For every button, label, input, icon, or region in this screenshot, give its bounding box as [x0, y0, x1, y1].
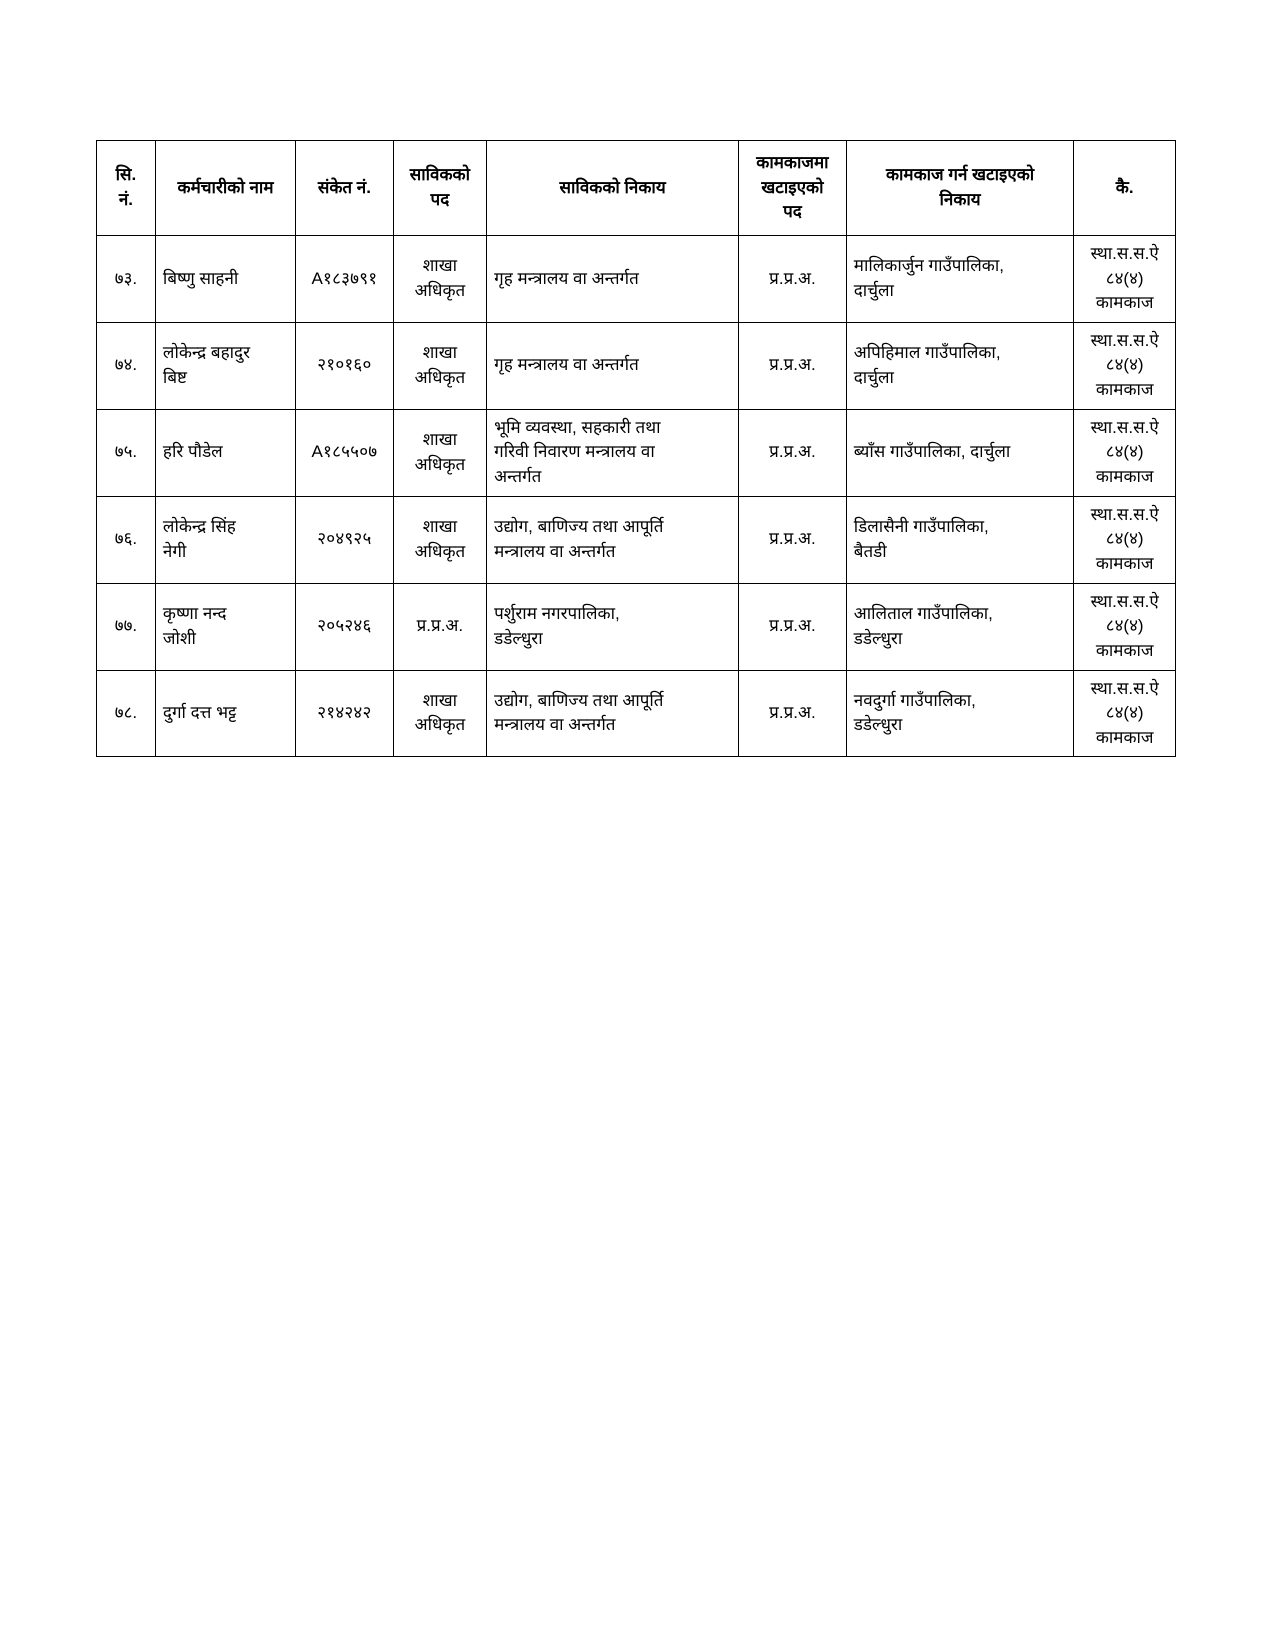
cell-line: ८४(४): [1105, 703, 1144, 723]
column-header-previous-post: [393, 141, 486, 236]
cell-deputed-post: प्र.प्र.अ.: [739, 670, 847, 757]
cell-line: डडेल्धुरा: [853, 715, 903, 735]
cell-line: प्र.प्र.अ.: [416, 616, 464, 636]
cell-deputed-post: प्र.प्र.अ.: [739, 322, 847, 409]
cell-line: स्था.स.स.ऐ: [1090, 591, 1159, 611]
cell-line: अपिहिमाल गाउँपालिका,: [853, 343, 1001, 363]
cell-previous-post: [393, 496, 486, 583]
cell-line: नवदुर्गा गाउँपालिका,: [853, 690, 976, 710]
cell-employee-name: [155, 496, 295, 583]
cell-line: डडेल्धुरा: [853, 628, 903, 648]
cell-line: दार्चुला: [853, 280, 894, 300]
cell-line: स्था.स.स.ऐ: [1090, 417, 1159, 437]
cell-line: मन्त्रालय वा अन्तर्गत: [494, 541, 616, 561]
header-line: कामकाजमा: [756, 153, 829, 172]
cell-serial: ७६.: [97, 496, 156, 583]
cell-previous-post: [393, 670, 486, 757]
cell-line: बिष्ट: [162, 367, 187, 387]
column-header-remarks: [1074, 141, 1176, 236]
header-line: पद: [430, 189, 450, 209]
cell-line: अन्तर्गत: [494, 467, 542, 487]
cell-code-number: २०५२४६: [296, 583, 394, 670]
cell-remarks: [1074, 409, 1176, 496]
cell-employee-name: [155, 322, 295, 409]
cell-line: अधिकृत: [414, 367, 466, 387]
cell-line: ८४(४): [1105, 442, 1144, 462]
cell-previous-office: [487, 409, 739, 496]
column-header-deputed-office: [846, 141, 1074, 236]
header-line: साविकको: [409, 165, 471, 185]
cell-line: दार्चुला: [853, 367, 894, 387]
table-row: [97, 670, 1176, 757]
cell-previous-office: [487, 670, 739, 757]
cell-line: कामकाज: [1095, 293, 1154, 313]
cell-line: मालिकार्जुन गाउँपालिका,: [853, 256, 1004, 276]
cell-line: आलिताल गाउँपालिका,: [853, 603, 993, 623]
cell-line: मन्त्रालय वा अन्तर्गत: [494, 715, 616, 735]
cell-line: बैतडी: [853, 541, 887, 561]
header-line: साविकको निकाय: [559, 177, 666, 197]
cell-employee-name: [155, 409, 295, 496]
cell-line: डडेल्धुरा: [494, 628, 543, 648]
cell-remarks: [1074, 235, 1176, 322]
cell-line: डिलासैनी गाउँपालिका,: [853, 517, 989, 536]
cell-previous-post: [393, 409, 486, 496]
cell-code-number: A१८५५०७: [296, 409, 394, 496]
cell-employee-name: [155, 670, 295, 757]
cell-line: कामकाज: [1095, 727, 1154, 747]
cell-deputed-office: [846, 583, 1074, 670]
cell-deputed-office: [846, 235, 1074, 322]
cell-line: कामकाज: [1095, 467, 1154, 487]
column-header-code-number: [296, 141, 394, 236]
cell-line: ब्याँस गाउँपालिका, दार्चुला: [853, 442, 1011, 462]
cell-line: उद्योग, बाणिज्य तथा आपूर्ति: [494, 517, 664, 536]
header-line: पद: [783, 202, 802, 222]
table-header-row: [97, 141, 1176, 236]
cell-line: शाखा: [422, 517, 458, 536]
table-body: [97, 235, 1176, 757]
cell-deputed-post: प्र.प्र.अ.: [739, 409, 847, 496]
header-line: कर्मचारीको नाम: [177, 177, 274, 197]
cell-serial: ७८.: [97, 670, 156, 757]
cell-line: शाखा: [422, 343, 458, 363]
header-line: नं.: [118, 189, 134, 209]
cell-remarks: [1074, 583, 1176, 670]
cell-code-number: A१८३७९१: [296, 235, 394, 322]
cell-line: गृह मन्त्रालय वा अन्तर्गत: [494, 355, 639, 375]
cell-line: गृह मन्त्रालय वा अन्तर्गत: [494, 268, 639, 288]
cell-previous-post: [393, 235, 486, 322]
header-line: संकेत नं.: [317, 177, 371, 197]
cell-line: कामकाज: [1095, 380, 1154, 400]
cell-line: स्था.स.स.ऐ: [1090, 504, 1159, 524]
column-header-employee-name: [155, 141, 295, 236]
cell-line: शाखा: [422, 690, 458, 710]
cell-line: लोकेन्द्र बहादुर: [162, 343, 251, 363]
cell-deputed-office: [846, 670, 1074, 757]
cell-deputed-post: प्र.प्र.अ.: [739, 496, 847, 583]
cell-previous-office: [487, 322, 739, 409]
cell-previous-office: [487, 235, 739, 322]
cell-employee-name: [155, 235, 295, 322]
cell-line: शाखा: [422, 256, 458, 276]
header-line: निकाय: [939, 189, 981, 209]
cell-code-number: २१०१६०: [296, 322, 394, 409]
cell-line: अधिकृत: [414, 715, 466, 735]
cell-serial: ७५.: [97, 409, 156, 496]
table-row: [97, 322, 1176, 409]
table-row: [97, 496, 1176, 583]
cell-line: ८४(४): [1105, 268, 1144, 288]
column-header-deputed-post: [739, 141, 847, 236]
cell-line: भूमि व्यवस्था, सहकारी तथा: [494, 417, 661, 437]
cell-line: कामकाज: [1095, 640, 1154, 660]
cell-remarks: [1074, 322, 1176, 409]
cell-line: ८४(४): [1105, 529, 1144, 549]
cell-employee-name: [155, 583, 295, 670]
table-row: [97, 583, 1176, 670]
column-header-previous-office: [487, 141, 739, 236]
cell-remarks: [1074, 496, 1176, 583]
cell-previous-post: [393, 583, 486, 670]
cell-serial: ७३.: [97, 235, 156, 322]
cell-line: पर्शुराम नगरपालिका,: [494, 603, 620, 623]
cell-line: ८४(४): [1105, 616, 1144, 636]
cell-serial: ७७.: [97, 583, 156, 670]
cell-deputed-office: [846, 322, 1074, 409]
cell-serial: ७४.: [97, 322, 156, 409]
cell-line: हरि पौडेल: [162, 442, 223, 462]
employee-deputation-table: [96, 140, 1176, 757]
cell-line: कृष्णा नन्द: [162, 603, 227, 623]
cell-line: बिष्णु साहनी: [162, 268, 239, 288]
cell-deputed-post: प्र.प्र.अ.: [739, 235, 847, 322]
cell-line: ८४(४): [1105, 355, 1144, 375]
cell-line: दुर्गा दत्त भट्ट: [162, 703, 237, 723]
cell-line: अधिकृत: [414, 280, 466, 300]
cell-line: जोशी: [162, 628, 196, 648]
table-header: [97, 141, 1176, 236]
cell-line: स्था.स.स.ऐ: [1090, 330, 1159, 350]
cell-line: अधिकृत: [414, 454, 466, 474]
column-header-serial: [97, 141, 156, 236]
cell-line: नेगी: [162, 541, 187, 561]
header-line: सि.: [115, 165, 137, 185]
header-line: कै.: [1115, 177, 1134, 197]
cell-line: स्था.स.स.ऐ: [1090, 678, 1159, 698]
table-row: [97, 235, 1176, 322]
cell-line: कामकाज: [1095, 553, 1154, 573]
table-row: [97, 409, 1176, 496]
cell-deputed-office: [846, 496, 1074, 583]
header-line: खटाइएको: [761, 177, 824, 197]
cell-code-number: २०४९२५: [296, 496, 394, 583]
cell-line: शाखा: [422, 430, 458, 450]
cell-line: उद्योग, बाणिज्य तथा आपूर्ति: [494, 690, 664, 710]
cell-previous-office: [487, 496, 739, 583]
cell-line: स्था.स.स.ऐ: [1090, 243, 1159, 263]
cell-previous-office: [487, 583, 739, 670]
cell-remarks: [1074, 670, 1176, 757]
cell-previous-post: [393, 322, 486, 409]
cell-deputed-office: [846, 409, 1074, 496]
cell-line: गरिवी निवारण मन्त्रालय वा: [494, 442, 655, 462]
cell-code-number: २१४२४२: [296, 670, 394, 757]
cell-deputed-post: प्र.प्र.अ.: [739, 583, 847, 670]
header-line: कामकाज गर्न खटाइएको: [885, 165, 1035, 185]
cell-line: अधिकृत: [414, 541, 466, 561]
cell-line: लोकेन्द्र सिंह: [162, 517, 236, 536]
